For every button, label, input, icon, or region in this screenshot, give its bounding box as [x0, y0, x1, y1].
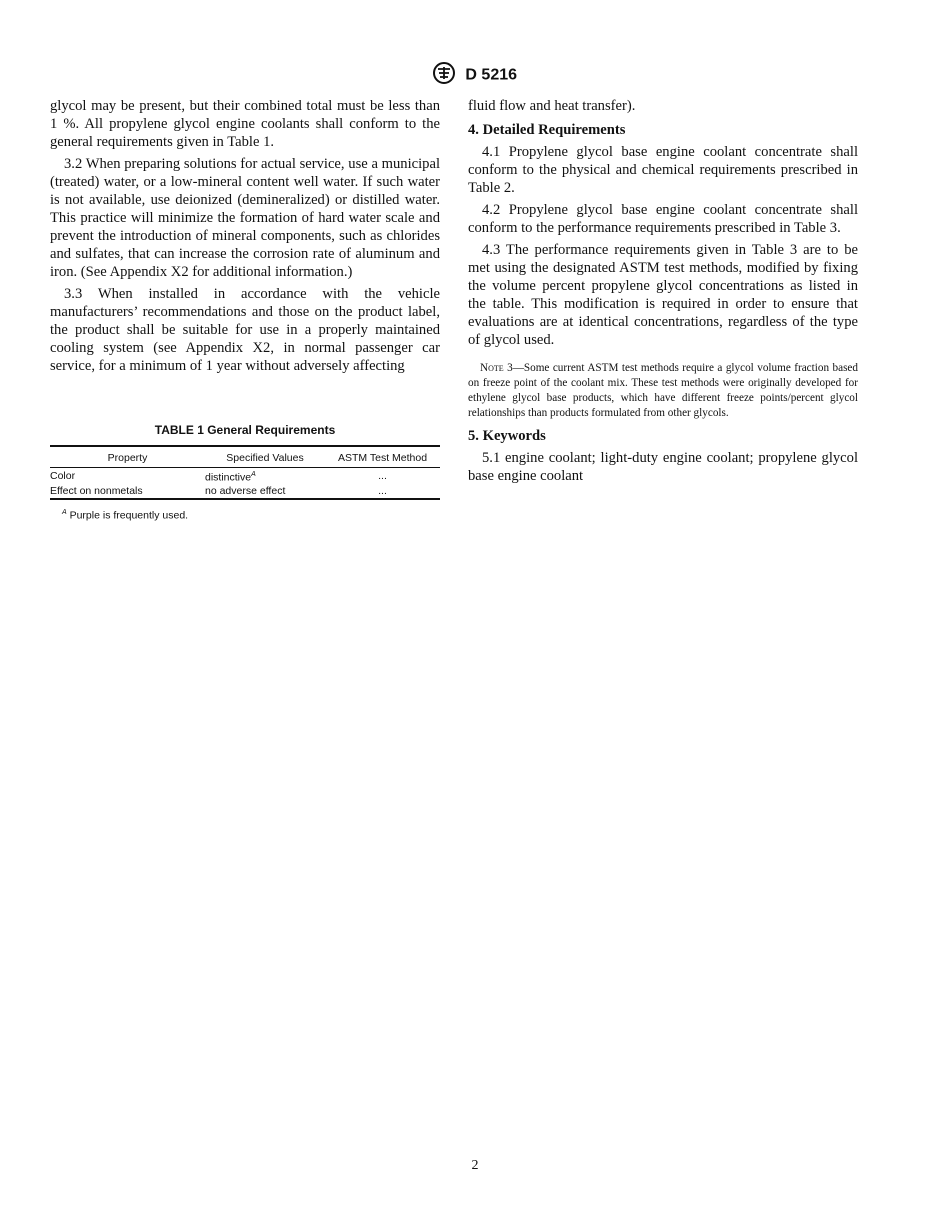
note-text: —Some current ASTM test methods require a glycol volume fraction based on freeze point of the coolant mix. These test methods were originally developed for ethylene glycol base products, which have different freeze points/percent glycol relationships than products formulated from other glycols.: [468, 362, 858, 419]
standard-code: D 5216: [465, 66, 518, 84]
table-1: [50, 421, 440, 524]
cell-specified-value: no adverse effect: [205, 484, 286, 497]
paragraph-4-3: 4.3 The performance requirements given in Table 3 are to be met using the designated ASTM test methods, modified by fixing the volume percent propylene glycol concentrations as listed in the table. This modification is required in order to ensure that evaluations are at identical concentrations, regardless of the type of glycol used.: [468, 242, 858, 348]
table-1-title: TABLE 1 General Requirements: [154, 423, 336, 437]
paragraph-3-2: 3.2 When preparing solutions for actual service, use a municipal (treated) water, or a low-mineral content well water. If such water is not available, use deionized (demineralized) or distilled water. This practice will minimize the formation of hard water scale and prevent the introduction of mineral components, such as chlorides and sulfates, that can increase the corrosion rate of aluminum and iron. (See Appendix X2 for additional information.): [50, 156, 440, 280]
table-row: [50, 468, 440, 485]
table-footnote: [62, 504, 440, 525]
right-column: [468, 97, 858, 489]
cell-property: Effect on nonmetals: [50, 484, 143, 497]
note-3: [468, 361, 858, 421]
paragraph-3-1-continued: glycol may be present, but their combined total must be less than 1 %. All propylene glycol engine coolants shall conform to the general requirements given in Table 1.: [50, 98, 440, 150]
footnote-text: Purple is frequently used.: [66, 509, 189, 521]
cell-test-method: ...: [378, 469, 387, 482]
paragraph-3-3: 3.3 When installed in accordance with the vehicle manufacturers’ recommendations and those on the product label, the product shall be suitable for use in a properly maintained cooling system (see Appendix X2, in normal passenger car service, for a minimum of 1 year without adversely affecting: [50, 286, 440, 374]
cell-value-text: distinctive: [205, 471, 252, 484]
cell-specified-value: [205, 468, 325, 485]
column-header-property: Property: [107, 452, 148, 464]
section-heading-5: 5. Keywords: [468, 428, 546, 444]
page-header: [0, 62, 950, 89]
paragraph-3-3-continued: fluid flow and heat transfer).: [468, 98, 636, 114]
table-row: [50, 485, 440, 499]
paragraph-4-2: 4.2 Propylene glycol base engine coolant concentrate shall conform to the performance requirements prescribed in Table 3.: [468, 202, 858, 236]
column-header-test-method: ASTM Test Method: [337, 452, 428, 464]
general-requirements-table: [50, 445, 440, 500]
page-number: 2: [471, 1158, 479, 1173]
paragraph-5-1: 5.1 engine coolant; light-duty engine coolant; propylene glycol base engine coolant: [468, 450, 858, 484]
left-column: [50, 97, 440, 524]
footnote-mark: A: [62, 508, 67, 516]
cell-test-method: ...: [378, 484, 387, 497]
cell-property: Color: [50, 469, 76, 482]
astm-logo-icon: [433, 62, 455, 89]
note-label: Note 3: [480, 362, 513, 374]
column-header-specified-values: Specified Values: [226, 452, 304, 464]
paragraph-4-1: 4.1 Propylene glycol base engine coolant concentrate shall conform to the physical and chemical requirements prescribed in Table 2.: [468, 144, 858, 196]
table-header-row: [50, 446, 440, 468]
footnote-ref: A: [251, 471, 256, 478]
section-heading-4: 4. Detailed Requirements: [468, 122, 626, 138]
